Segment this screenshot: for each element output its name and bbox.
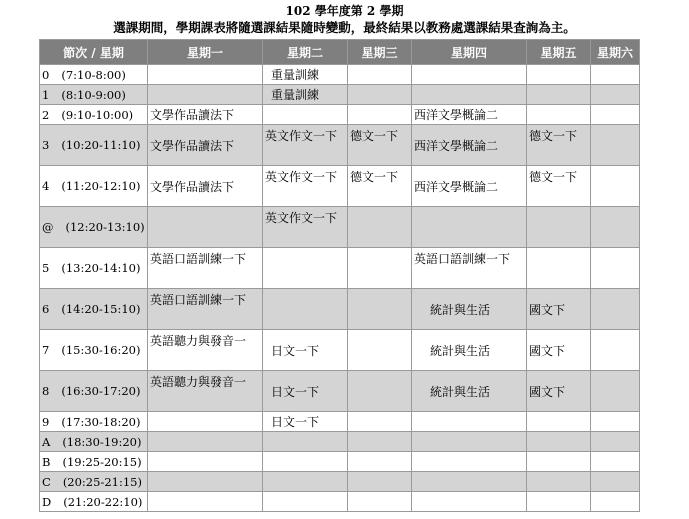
period-id: 8 (42, 384, 50, 398)
period-time: (14:20-15:10) (61, 302, 141, 316)
course-cell-tue: 英文作文一下 (263, 166, 348, 207)
course-cell-fri (527, 207, 591, 248)
course-cell-sat (591, 472, 640, 492)
period-time: (19:25-20:15) (62, 454, 142, 469)
period-time: (12:20-13:10) (65, 220, 145, 234)
table-row (40, 65, 640, 85)
period-cell (40, 105, 148, 125)
course-cell-fri (527, 412, 591, 432)
period-cell (40, 472, 148, 492)
course-cell-sat (591, 125, 640, 166)
course-cell-sat (591, 105, 640, 125)
course-cell-wed (348, 289, 412, 330)
table-row (40, 472, 640, 492)
period-cell (40, 492, 148, 512)
period-cell (40, 248, 148, 289)
course-cell-tue: 日文一下 (263, 330, 348, 371)
course-cell-fri (527, 65, 591, 85)
course-cell-fri (527, 492, 591, 512)
course-cell-mon (148, 65, 263, 85)
course-cell-thu: 西洋文學概論二 (412, 105, 527, 125)
course-cell-mon (148, 492, 263, 512)
col-header-tuesday: 星期二 (263, 40, 348, 65)
course-cell-sat (591, 65, 640, 85)
table-row (40, 412, 640, 432)
course-cell-mon: 文學作品讀法下 (148, 105, 263, 125)
period-time: (21:20-22:10) (63, 494, 143, 509)
table-row (40, 166, 640, 207)
course-cell-mon (148, 412, 263, 432)
period-id: A (42, 434, 51, 449)
period-cell (40, 330, 148, 371)
period-time: (10:20-11:10) (61, 138, 141, 152)
course-cell-tue: 英文作文一下 (263, 125, 348, 166)
timetable-header-row (40, 40, 640, 65)
period-id: 4 (42, 179, 50, 193)
course-cell-sat (591, 452, 640, 472)
period-id: B (42, 454, 51, 469)
period-id: 2 (42, 107, 50, 122)
course-cell-mon: 英語口語訓練一下 (148, 289, 263, 330)
course-cell-thu: 統計與生活 (412, 289, 527, 330)
period-time: (7:10-8:00) (61, 67, 126, 82)
period-id: 1 (42, 87, 50, 102)
course-cell-mon (148, 207, 263, 248)
period-cell (40, 371, 148, 412)
course-cell-mon: 英語口語訓練一下 (148, 248, 263, 289)
course-cell-tue: 日文一下 (263, 371, 348, 412)
period-cell (40, 412, 148, 432)
course-cell-fri: 國文下 (527, 371, 591, 412)
course-cell-sat (591, 166, 640, 207)
course-cell-tue (263, 105, 348, 125)
course-cell-fri (527, 85, 591, 105)
period-time: (13:20-14:10) (61, 261, 141, 275)
course-cell-wed (348, 472, 412, 492)
course-cell-mon: 文學作品讀法下 (148, 166, 263, 207)
course-cell-thu (412, 452, 527, 472)
period-time: (9:10-10:00) (61, 107, 134, 122)
course-cell-fri (527, 105, 591, 125)
course-cell-wed: 德文一下 (348, 166, 412, 207)
course-cell-wed (348, 65, 412, 85)
course-cell-wed (348, 432, 412, 452)
course-cell-tue (263, 289, 348, 330)
course-cell-wed (348, 330, 412, 371)
period-id: 0 (42, 67, 50, 82)
course-cell-fri: 國文下 (527, 330, 591, 371)
timetable (39, 39, 640, 512)
table-row (40, 85, 640, 105)
course-cell-thu (412, 412, 527, 432)
course-cell-fri: 國文下 (527, 289, 591, 330)
course-cell-thu (412, 85, 527, 105)
course-cell-tue: 重量訓練 (263, 85, 348, 105)
period-cell (40, 166, 148, 207)
course-cell-mon: 文學作品讀法下 (148, 125, 263, 166)
course-cell-tue: 日文一下 (263, 412, 348, 432)
course-cell-wed (348, 207, 412, 248)
period-id: 6 (42, 302, 50, 316)
period-id: C (42, 474, 51, 489)
period-time: (15:30-16:20) (61, 343, 141, 357)
course-cell-wed (348, 105, 412, 125)
period-time: (17:30-18:20) (61, 414, 141, 429)
course-cell-fri (527, 452, 591, 472)
table-row (40, 330, 640, 371)
period-cell (40, 85, 148, 105)
col-header-thursday: 星期四 (412, 40, 527, 65)
selection-notice: 選課期間，學期課表將隨選課結果隨時變動，最終結果以教務處選課結果查詢為主。 (113, 20, 576, 35)
col-header-monday: 星期一 (148, 40, 263, 65)
course-cell-wed (348, 412, 412, 432)
course-cell-fri (527, 432, 591, 452)
course-cell-wed (348, 371, 412, 412)
course-cell-sat (591, 330, 640, 371)
table-row (40, 492, 640, 512)
course-cell-sat (591, 432, 640, 452)
period-cell (40, 125, 148, 166)
course-cell-tue (263, 432, 348, 452)
course-cell-sat (591, 492, 640, 512)
course-cell-thu (412, 65, 527, 85)
col-header-wednesday: 星期三 (348, 40, 412, 65)
period-id: 7 (42, 343, 50, 357)
period-time: (8:10-9:00) (61, 87, 126, 102)
col-header-friday: 星期五 (527, 40, 591, 65)
course-cell-mon (148, 452, 263, 472)
period-id: 5 (42, 261, 50, 275)
course-cell-tue (263, 492, 348, 512)
course-cell-thu (412, 472, 527, 492)
course-cell-tue (263, 452, 348, 472)
course-cell-sat (591, 412, 640, 432)
table-row (40, 432, 640, 452)
course-cell-sat (591, 371, 640, 412)
course-cell-sat (591, 207, 640, 248)
course-cell-fri: 德文一下 (527, 166, 591, 207)
course-cell-wed (348, 492, 412, 512)
period-cell (40, 452, 148, 472)
course-cell-mon (148, 432, 263, 452)
col-header-period: 節次 / 星期 (40, 40, 148, 65)
period-id: @ (42, 220, 54, 234)
course-cell-tue (263, 248, 348, 289)
period-id: D (42, 494, 52, 509)
course-cell-thu (412, 432, 527, 452)
course-cell-mon (148, 472, 263, 492)
period-id: 9 (42, 414, 50, 429)
period-cell (40, 65, 148, 85)
semester-title: 102 學年度第 2 學期 (285, 4, 404, 18)
table-row (40, 207, 640, 248)
table-row (40, 371, 640, 412)
course-cell-mon: 英語聽力與發音一 (148, 330, 263, 371)
course-cell-thu: 統計與生活 (412, 371, 527, 412)
table-row (40, 289, 640, 330)
course-cell-mon (148, 85, 263, 105)
course-cell-sat (591, 289, 640, 330)
course-cell-fri: 德文一下 (527, 125, 591, 166)
period-time: (20:25-21:15) (62, 474, 142, 489)
course-cell-thu (412, 492, 527, 512)
course-cell-fri (527, 472, 591, 492)
period-cell (40, 432, 148, 452)
col-header-saturday: 星期六 (591, 40, 640, 65)
period-cell (40, 289, 148, 330)
course-cell-wed (348, 452, 412, 472)
period-id: 3 (42, 138, 50, 152)
period-time: (18:30-19:20) (62, 434, 142, 449)
period-time: (11:20-12:10) (61, 179, 141, 193)
course-cell-tue (263, 472, 348, 492)
course-cell-sat (591, 85, 640, 105)
course-cell-sat (591, 248, 640, 289)
period-cell (40, 207, 148, 248)
course-cell-tue: 英文作文一下 (263, 207, 348, 248)
course-cell-wed (348, 85, 412, 105)
course-cell-thu: 西洋文學概論二 (412, 166, 527, 207)
course-cell-thu: 統計與生活 (412, 330, 527, 371)
table-row (40, 105, 640, 125)
course-cell-thu (412, 207, 527, 248)
course-cell-mon: 英語聽力與發音一 (148, 371, 263, 412)
course-cell-wed (348, 248, 412, 289)
table-row (40, 248, 640, 289)
course-cell-thu: 英語口語訓練一下 (412, 248, 527, 289)
course-cell-fri (527, 248, 591, 289)
course-cell-wed: 德文一下 (348, 125, 412, 166)
table-row (40, 452, 640, 472)
course-cell-thu: 西洋文學概論二 (412, 125, 527, 166)
table-row (40, 125, 640, 166)
course-cell-tue: 重量訓練 (263, 65, 348, 85)
period-time: (16:30-17:20) (61, 384, 141, 398)
